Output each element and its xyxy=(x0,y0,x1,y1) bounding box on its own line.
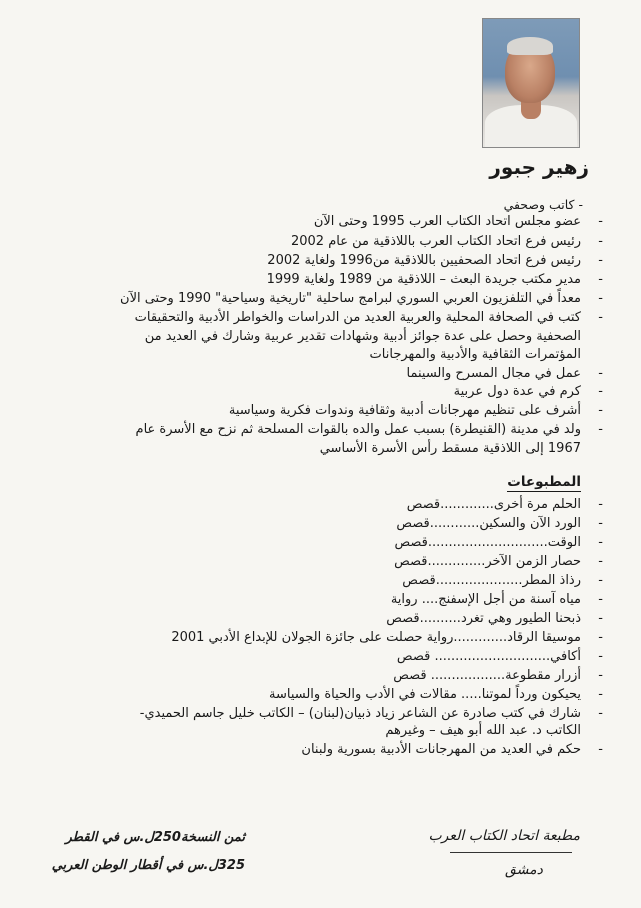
publication-item: - الوقت.............................قصص xyxy=(394,535,603,550)
bio-item: - ولد في مدينة (القنيطرة) بسبب عمل والده بالقوات المسلحة ثم نزح مع الأسرة عام xyxy=(135,422,603,437)
publication-item: - شارك في كتب صادرة عن الشاعر زياد ذبيان(لبنان) – الكاتب خليل جاسم الحميدي- xyxy=(139,706,603,721)
publisher-underline xyxy=(450,852,572,853)
bio-item-continued: الصحفية وحصل على عدة جوائز أدبية وشهادات تقدير عربية وشارك في العديد من xyxy=(144,329,581,344)
bio-item-continued: 1967 إلى اللاذقية مسقط رأس الأسرة الأساسي xyxy=(319,441,581,456)
publications-heading: المطبوعات xyxy=(507,474,581,490)
price-local: ثمن النسخة250ل.س في القطر xyxy=(65,830,245,845)
publication-item: - الحلم مرة أخرى.............قصص xyxy=(406,497,603,512)
bio-item: - معداً في التلفزيون العربي السوري لبرامج ساحلية "تاريخية وسياحية" 1990 وحتى الآن xyxy=(120,291,603,306)
publication-item: - يحيكون ورداً لموتنا..... مقالات في الأدب والحياة والسياسة xyxy=(269,687,603,702)
bio-item-continued: المؤتمرات الثقافية والأدبية والمهرجانات xyxy=(369,347,581,362)
publication-item: - أزرار مقطوعة.................. قصص xyxy=(393,668,603,683)
publication-item-continued: الكاتب د. عبد الله أبو هيف – وغيرهم xyxy=(385,723,581,738)
author-photo xyxy=(482,18,580,148)
bio-item: - مدير مكتب جريدة البعث – اللاذقية من 1989 ولغاية 1999 xyxy=(266,272,603,287)
publication-item: - رذاذ المطر.....................قصص xyxy=(402,573,603,588)
price-arab: 325ل.س في أقطار الوطن العربي xyxy=(51,858,245,873)
publication-item: - مياه آسنة من أجل الإسفنج.... رواية xyxy=(390,592,603,607)
author-name: زهير جبور xyxy=(489,155,589,179)
bio-item: - عضو مجلس اتحاد الكتاب العرب 1995 وحتى الآن xyxy=(313,214,603,229)
publication-item: - أكافي............................ قصص xyxy=(396,649,603,664)
publication-item: - ذبحنا الطيور وهي تغرد..........قصص xyxy=(386,611,603,626)
publication-item: - حصار الزمن الآخر..............قصص xyxy=(394,554,603,569)
author-profession: - كاتب وصحفي xyxy=(503,197,583,212)
bio-item: - رئيس فرع اتحاد الصحفيين باللاذقية من1996 ولغاية 2002 xyxy=(267,253,603,268)
bio-item: - أشرف على تنظيم مهرجانات أدبية وثقافية وندوات فكرية وسياسية xyxy=(228,403,603,418)
bio-item: - كتب في الصحافة المحلية والعربية العديد من الدراسات والخواطر الأدبية والتحقيقات xyxy=(134,310,603,325)
publisher-city: دمشق xyxy=(505,862,543,878)
photo-hair xyxy=(507,37,553,55)
publication-item: - حكم في العديد من المهرجانات الأدبية بسورية ولبنان xyxy=(301,742,603,757)
publication-item: - موسيقا الرقاد.............رواية حصلت على جائزة الجولان للإبداع الأدبي 2001 xyxy=(171,630,603,645)
bio-item: - كرم في عدة دول عربية xyxy=(453,384,603,399)
bio-item: - عمل في مجال المسرح والسينما xyxy=(406,366,603,381)
publisher-name: مطبعة اتحاد الكتاب العرب xyxy=(428,828,580,844)
publication-item: - الورد الآن والسكين............قصص xyxy=(396,516,603,531)
bio-item: - رئيس فرع اتحاد الكتاب العرب باللاذقية من عام 2002 xyxy=(290,234,603,249)
